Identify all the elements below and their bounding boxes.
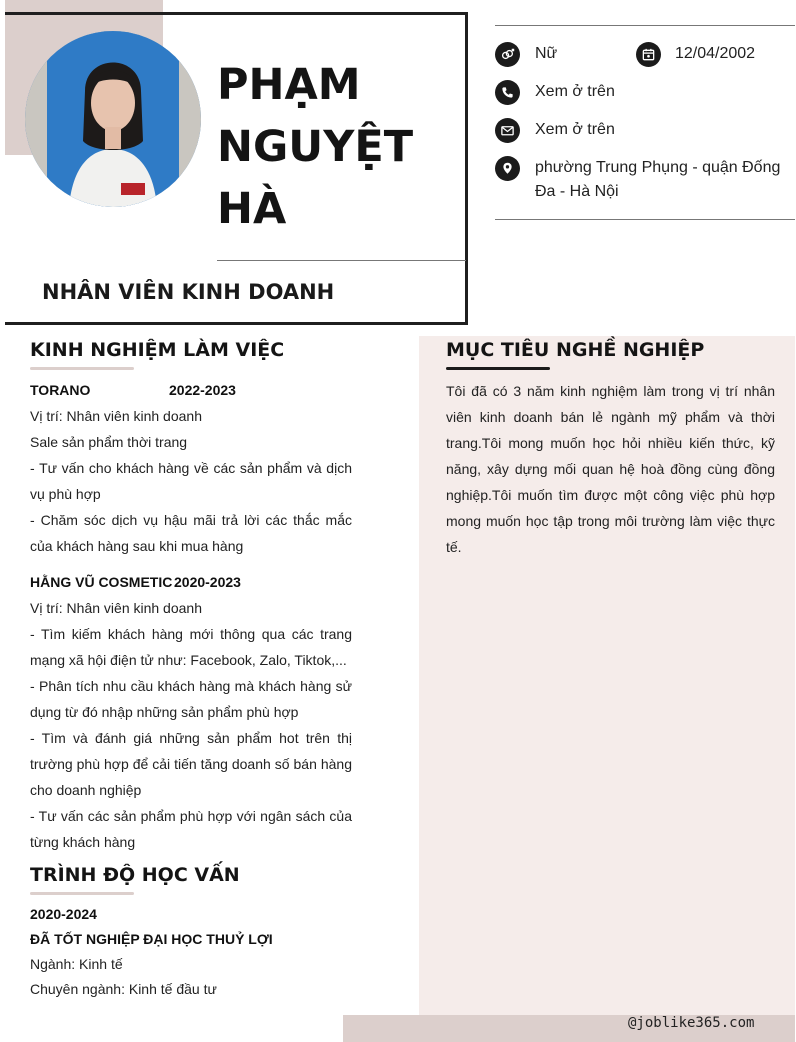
experience-underline [30,367,134,370]
experience-1-line: Sale sản phẩm thời trang [30,434,188,450]
education-block [30,902,352,1002]
email-value: Xem ở trên [535,121,615,138]
name-divider [217,260,466,261]
footer-watermark: @joblike365.com [628,1015,755,1031]
phone-value: Xem ở trên [535,83,615,100]
experience-list [30,377,352,855]
experience-2-line: - Tìm kiếm khách hàng mới thông qua các trang mạng xã hội điện tử như: Facebook, Zalo, Tiktok,... [30,626,352,668]
education-underline [30,892,134,895]
name-line-2: NGUYỆT [217,122,414,172]
experience-2-line: Vị trí: Nhân viên kinh doanh [30,600,202,616]
experience-1-period: 2022-2023 [169,382,236,398]
experience-title: KINH NGHIỆM LÀM VIỆC [30,339,285,361]
objective-text: Tôi đã có 3 năm kinh nghiệm làm trong vị trí nhân viên kinh doanh bán lẻ ngành mỹ phẩm và thời trang.Tôi mong muốn học hỏi nhiều kiến thức, kỹ năng, xây dựng mối quan hệ hoà đồng cùng đồng nghiệp.Tôi muốn tìm được một công việc phù hợp mong muốn học tập trong môi trường làm việc thực tế. [446,383,775,555]
education-school: ĐÃ TỐT NGHIỆP ĐẠI HỌC THUỶ LỢI [30,931,273,947]
experience-1-line: - Tư vấn cho khách hàng về các sản phẩm và dịch vụ phù hợp [30,460,352,502]
education-period: 2020-2024 [30,906,97,922]
experience-2-company: HẰNG VŨ COSMETIC [30,574,173,590]
experience-entry-1-header [30,377,352,403]
education-specialization: Chuyên ngành: Kinh tế đầu tư [30,981,217,997]
portrait-image [25,31,201,207]
email-icon [495,118,520,143]
gender-value: Nữ [535,45,558,62]
job-title: NHÂN VIÊN KINH DOANH [42,280,335,304]
calendar-icon [636,42,661,67]
avatar [25,31,201,207]
name-line-3: HÀ [217,184,287,234]
experience-2-line: - Phân tích nhu cầu khách hàng mà khách hàng sử dụng từ đó nhập những sản phẩm phù hợp [30,678,352,720]
objective-title: MỤC TIÊU NGHỀ NGHIỆP [446,339,705,361]
location-icon [495,156,520,181]
education-title: TRÌNH ĐỘ HỌC VẤN [30,864,240,886]
full-name [217,54,457,240]
birthday-value: 12/04/2002 [675,45,756,62]
objective-underline [446,367,550,370]
gender-icon [495,42,520,67]
address-value: phường Trung Phụng - quận Đống Đa - Hà Nội [535,159,781,200]
experience-entry-2-header [30,569,352,595]
education-major: Ngành: Kinh tế [30,956,123,972]
contact-top-divider [495,25,795,26]
phone-icon [495,80,520,105]
experience-1-line: Vị trí: Nhân viên kinh doanh [30,408,202,424]
experience-1-line: - Chăm sóc dịch vụ hậu mãi trả lời các thắc mắc của khách hàng sau khi mua hàng [30,512,352,554]
experience-2-line: - Tìm và đánh giá những sản phẩm hot trên thị trường phù hợp để cải tiến tăng doanh số bán hàng cho doanh nghiệp [30,730,352,798]
contact-bottom-divider [495,219,795,220]
experience-1-company: TORANO [30,382,91,398]
name-line-1: PHẠM [217,60,361,110]
experience-2-line: - Tư vấn các sản phẩm phù hợp với ngân sách của từng khách hàng [30,808,352,850]
experience-2-period: 2020-2023 [174,574,241,590]
